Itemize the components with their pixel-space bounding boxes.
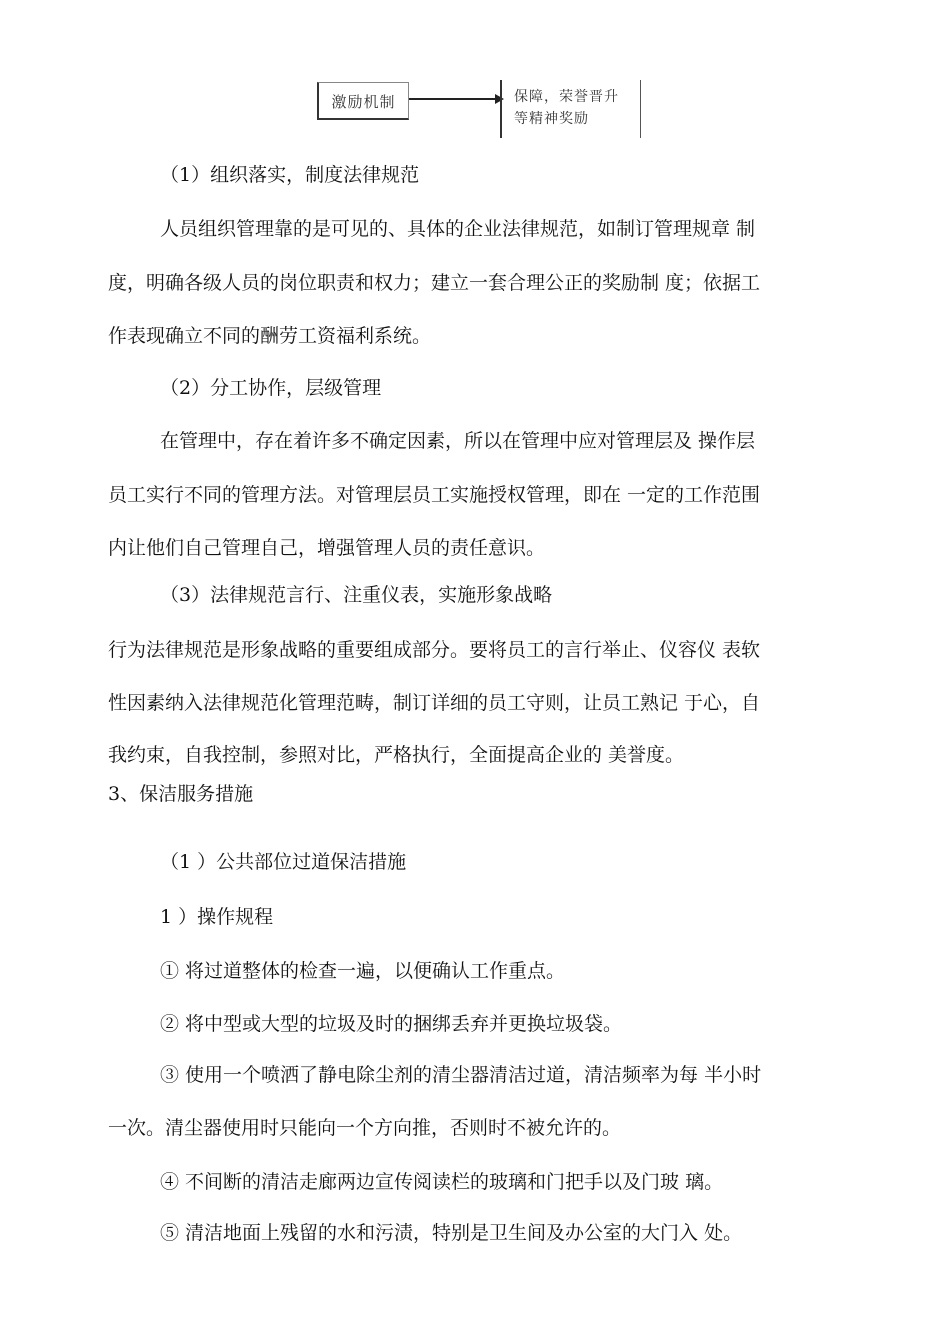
paragraph-line: 我约束，自我控制，参照对比，严格执行，全面提高企业的 美誉度。 [108, 744, 685, 766]
list-item: ③ 使用一个喷洒了静电除尘剂的清尘器清洁过道，清洁频率为每 半小时 [160, 1064, 762, 1086]
paragraph-line: 行为法律规范是形象战略的重要组成部分。要将员工的言行举止、仪容仪 表软 [108, 639, 761, 661]
section-heading: 3、保洁服务措施 [108, 783, 254, 805]
list-item: ① 将过道整体的检查一遍，以便确认工作重点。 [160, 960, 566, 982]
paragraph-line: 度，明确各级人员的岗位职责和权力；建立一套合理公正的奖励制 度；依据工 [108, 272, 761, 294]
reward-box-line2: 等精神奖励 [514, 111, 589, 127]
reward-box [500, 80, 641, 138]
heading-3: （3）法律规范言行、注重仪表，实施形象战略 [160, 584, 553, 606]
list-item: ④ 不间断的清洁走廊两边宣传阅读栏的玻璃和门把手以及门玻 璃。 [160, 1171, 724, 1193]
paragraph-line: 人员组织管理靠的是可见的、具体的企业法律规范，如制订管理规章 制 [160, 218, 756, 240]
subheading: （1 ）公共部位过道保洁措施 [160, 851, 407, 873]
paragraph-line: 员工实行不同的管理方法。对管理层员工实施授权管理，即在 一定的工作范围 [108, 484, 761, 506]
paragraph-line: 作表现确立不同的酬劳工资福利系统。 [108, 325, 432, 347]
subheading: 1 ）操作规程 [160, 906, 274, 928]
paragraph-line: 一次。清尘器使用时只能向一个方向推，否则时不被允许的。 [108, 1117, 622, 1139]
incentive-mechanism-box: 激励机制 [317, 82, 409, 120]
heading-1: （1）组织落实，制度法律规范 [160, 164, 420, 186]
paragraph-line: 在管理中，存在着许多不确定因素，所以在管理中应对管理层及 操作层 [160, 430, 756, 452]
incentive-diagram [0, 0, 950, 150]
paragraph-line: 性因素纳入法律规范化管理范畴，制订详细的员工守则，让员工熟记 于心，自 [108, 692, 761, 714]
list-item: ② 将中型或大型的垃圾及时的捆绑丢弃并更换垃圾袋。 [160, 1013, 623, 1035]
paragraph-line: 内让他们自己管理自己，增强管理人员的责任意识。 [108, 537, 546, 559]
arrow-right-icon [409, 92, 504, 106]
heading-2: （2）分工协作，层级管理 [160, 377, 382, 399]
list-item: ⑤ 清洁地面上残留的水和污渍，特别是卫生间及办公室的大门入 处。 [160, 1222, 743, 1244]
reward-box-line1: 保障，荣誉晋升 [514, 89, 619, 105]
